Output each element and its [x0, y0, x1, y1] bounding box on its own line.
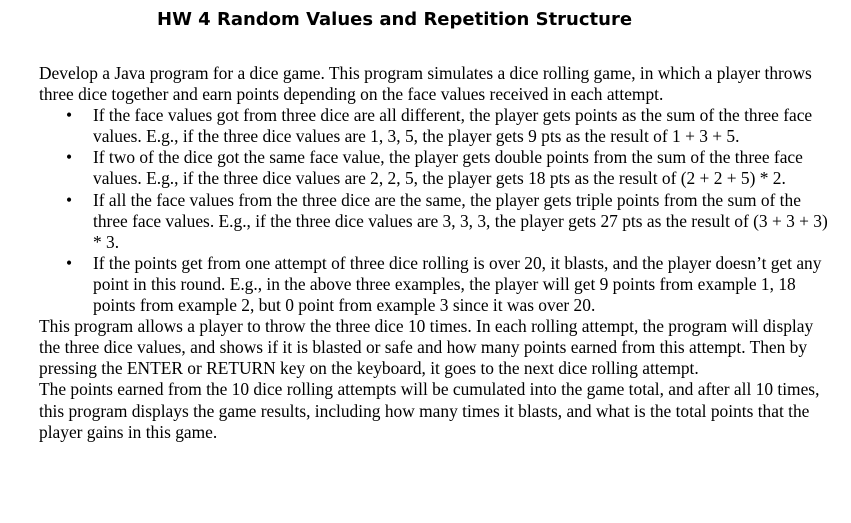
bullet-icon: • — [65, 147, 73, 168]
bullet-icon: • — [65, 189, 73, 210]
results-paragraph: The points earned from the 10 dice rolling attempts will be cumulated into the game total, and after all 10 times, this program displays the game results, including how many times it blasts, and what is the total points that the player gains in this game. — [39, 379, 820, 442]
rule-item-all-different — [65, 105, 829, 147]
document-title: HW 4 Random Values and Repetition Structure — [157, 9, 633, 30]
rule-text: If two of the dice got the same face value, the player gets double points from the sum of the three face values. E.g., if the three dice values are 2, 2, 5, the player gets 18 pts as the result of (2 + 2 + 5) * 2. — [93, 147, 803, 189]
assignment-body — [39, 63, 829, 443]
rule-item-two-same — [65, 147, 829, 189]
rule-text: If the face values got from three dice are all different, the player gets points as the sum of the three face values. E.g., if the three dice values are 1, 3, 5, the player gets 9 pts as the result of 1 + 3 + 5. — [93, 105, 813, 147]
rule-text: If the points get from one attempt of three dice rolling is over 20, it blasts, and the player doesn’t get any point in this round. E.g., in the above three examples, the player will get 9 points from example 1, 18 points from example 2, but 0 point from example 3 since it was over 20. — [93, 252, 822, 316]
bullet-icon: • — [65, 252, 73, 273]
scoring-rules-list — [39, 105, 829, 316]
bullet-icon: • — [65, 105, 73, 126]
rule-item-all-same — [65, 189, 829, 253]
intro-paragraph: Develop a Java program for a dice game. This program simulates a dice rolling game, in which a player throws three dice together and earn points depending on the face values received in each attempt. — [39, 63, 812, 105]
attempts-paragraph: This program allows a player to throw the three dice 10 times. In each rolling attempt, the program will display the three dice values, and shows if it is blasted or safe and how many points earned from this attempt. Then by pressing the ENTER or RETURN key on the keyboard, it goes to the next dice rolling attempt. — [39, 316, 814, 379]
rule-text: If all the face values from the three dice are the same, the player gets triple points from the sum of the three face values. E.g., if the three dice values are 3, 3, 3, the player gets 27 pts as the result of (3 + 3 + 3) * 3. — [93, 189, 828, 252]
rule-item-blast — [65, 252, 829, 316]
